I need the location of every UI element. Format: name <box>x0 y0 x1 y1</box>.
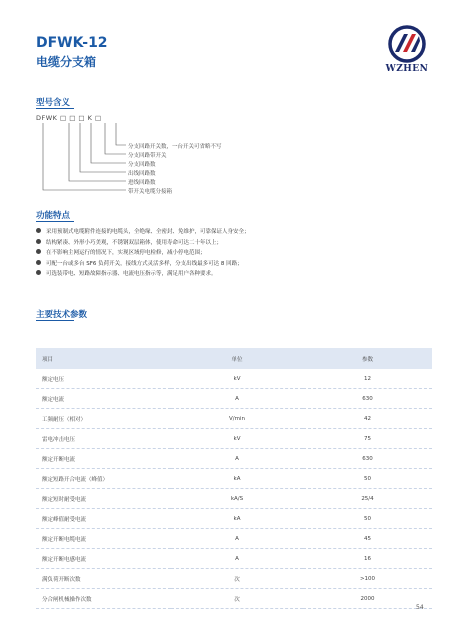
logo-wordmark: WZHEN <box>385 64 429 74</box>
model-code: DFWK □ □ □ K □ <box>36 114 102 122</box>
table-row: 额定电压 kV 12 <box>36 369 432 389</box>
model-desc-item: 分支回路开关数，一台开关可省略不写 <box>128 144 222 150</box>
model-desc-item: 进线回路数 <box>128 180 156 186</box>
params-table <box>36 348 432 609</box>
feature-item: 可选装带电、短路故障指示器、电流电压指示等，满足用户各种要求。 <box>36 269 436 280</box>
feature-item: 在不影响主网运行的情况下，实现区域停电检修，减小停电范围； <box>36 248 436 259</box>
table-row: 满负荷开断次数 次 >100 <box>36 569 432 589</box>
model-desc-item: 分支回路数 <box>128 162 156 168</box>
feature-item: 可配一台或多台 SF6 负荷开关，接线方式灵活多样，分支出线最多可达 8 回路； <box>36 259 436 270</box>
model-code-diagram <box>36 114 296 194</box>
column-header-item: 项目 <box>36 348 171 369</box>
table-row: 额定电流 A 630 <box>36 389 432 409</box>
column-header-value: 参数 <box>303 348 432 369</box>
feature-item: 结构紧凑、外形小巧美观，不锈钢双层箱体，使用寿命可达二十年以上； <box>36 238 436 249</box>
model-section-underline <box>36 108 74 109</box>
bullet-icon <box>36 270 41 275</box>
bullet-icon <box>36 260 41 265</box>
model-section-heading: 型号含义 <box>36 98 71 108</box>
column-header-unit: 单位 <box>171 348 303 369</box>
features-section-heading: 功能特点 <box>36 211 71 221</box>
table-row: 工频耐压（相对） V/min 42 <box>36 409 432 429</box>
bullet-icon <box>36 249 41 254</box>
table-row: 雷电冲击电压 kV 75 <box>36 429 432 449</box>
params-section-underline <box>36 320 74 321</box>
params-section-heading: 主要技术参数 <box>36 310 88 320</box>
model-desc-item: 带开关电缆分接箱 <box>128 189 173 195</box>
bullet-icon <box>36 228 41 233</box>
page-title-block <box>36 34 108 70</box>
table-row: 额定峰值耐受电流 kA 50 <box>36 509 432 529</box>
features-section-underline <box>36 221 74 222</box>
product-name-title: 电缆分支箱 <box>36 55 97 69</box>
bullet-icon <box>36 239 41 244</box>
features-list <box>36 227 436 280</box>
table-row: 额定开断电感电流 A 16 <box>36 549 432 569</box>
table-row: 额定开断电缆电流 A 45 <box>36 529 432 549</box>
table-row: 额定短路开合电流（峰值） kA 50 <box>36 469 432 489</box>
logo-emblem-icon <box>382 24 432 64</box>
company-logo <box>382 24 432 80</box>
product-model-title: DFWK-12 <box>36 35 108 51</box>
model-desc-item: 出线回路数 <box>128 171 156 177</box>
table-row: 额定短时耐受电流 kA/S 25/4 <box>36 489 432 509</box>
model-desc-item: 分支回路带开关 <box>128 153 167 159</box>
table-row: 分合闸机械操作次数 次 2000 <box>36 589 432 609</box>
model-bracket-lines <box>36 114 136 194</box>
page-number: 54 <box>416 604 424 611</box>
feature-item: 采用预制式电缆附件连接的电缆头，全绝缘、全密封、免维护，可靠保证人身安全； <box>36 227 436 238</box>
table-row: 额定开断电流 A 630 <box>36 449 432 469</box>
table-header-row <box>36 348 432 369</box>
